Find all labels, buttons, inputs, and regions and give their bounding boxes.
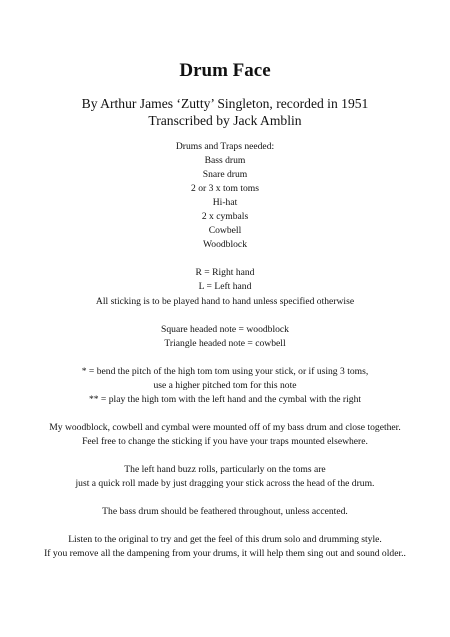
instrument-item: Woodblock xyxy=(203,239,247,251)
notehead-square: Square headed note = woodblock xyxy=(161,323,289,335)
bass-drum-note: The bass drum should be feathered throughout, unless accented. xyxy=(102,506,348,518)
instrument-item: Hi-hat xyxy=(212,197,238,209)
instrument-item: 2 or 3 x tom toms xyxy=(191,183,259,195)
symbol-double-star: ** = play the high tom with the left hand and the cymbal with the right xyxy=(88,393,362,405)
notehead-triangle: Triangle headed note = cowbell xyxy=(164,337,286,349)
byline: By Arthur James ‘Zutty’ Singleton, recorded in 1951 xyxy=(81,96,369,111)
symbol-single-star-cont: use a higher pitched tom for this note xyxy=(153,379,297,391)
setup-note: Feel free to change the sticking if you have your traps mounted elsewhere. xyxy=(82,435,368,447)
document-title: Drum Face xyxy=(179,60,271,81)
symbol-single-star: * = bend the pitch of the high tom tom using your stick, or if using 3 toms, xyxy=(81,365,369,377)
instrument-item: Cowbell xyxy=(208,225,242,237)
closing-note: Listen to the original to try and get the feel of this drum solo and drumming style. xyxy=(68,534,382,546)
buzz-roll-note: The left hand buzz rolls, particularly on the toms are xyxy=(124,464,326,476)
sticking-right: R = Right hand xyxy=(195,267,255,279)
buzz-roll-note: just a quick roll made by just dragging your stick across the head of the drum. xyxy=(75,478,375,490)
sticking-left: L = Left hand xyxy=(198,281,252,293)
transcriber-credit: Transcribed by Jack Amblin xyxy=(148,113,302,128)
sticking-note: All sticking is to be played hand to hand unless specified otherwise xyxy=(95,295,355,307)
closing-note: If you remove all the dampening from your drums, it will help them sing out and sound older.. xyxy=(44,548,406,560)
instrument-item: 2 x cymbals xyxy=(201,211,249,223)
instrument-item: Snare drum xyxy=(202,169,248,181)
instruments-heading: Drums and Traps needed: xyxy=(175,141,275,152)
instrument-item: Bass drum xyxy=(204,155,246,167)
instructions-body xyxy=(0,140,450,561)
setup-note: My woodblock, cowbell and cymbal were mounted off of my bass drum and close together. xyxy=(49,421,401,433)
